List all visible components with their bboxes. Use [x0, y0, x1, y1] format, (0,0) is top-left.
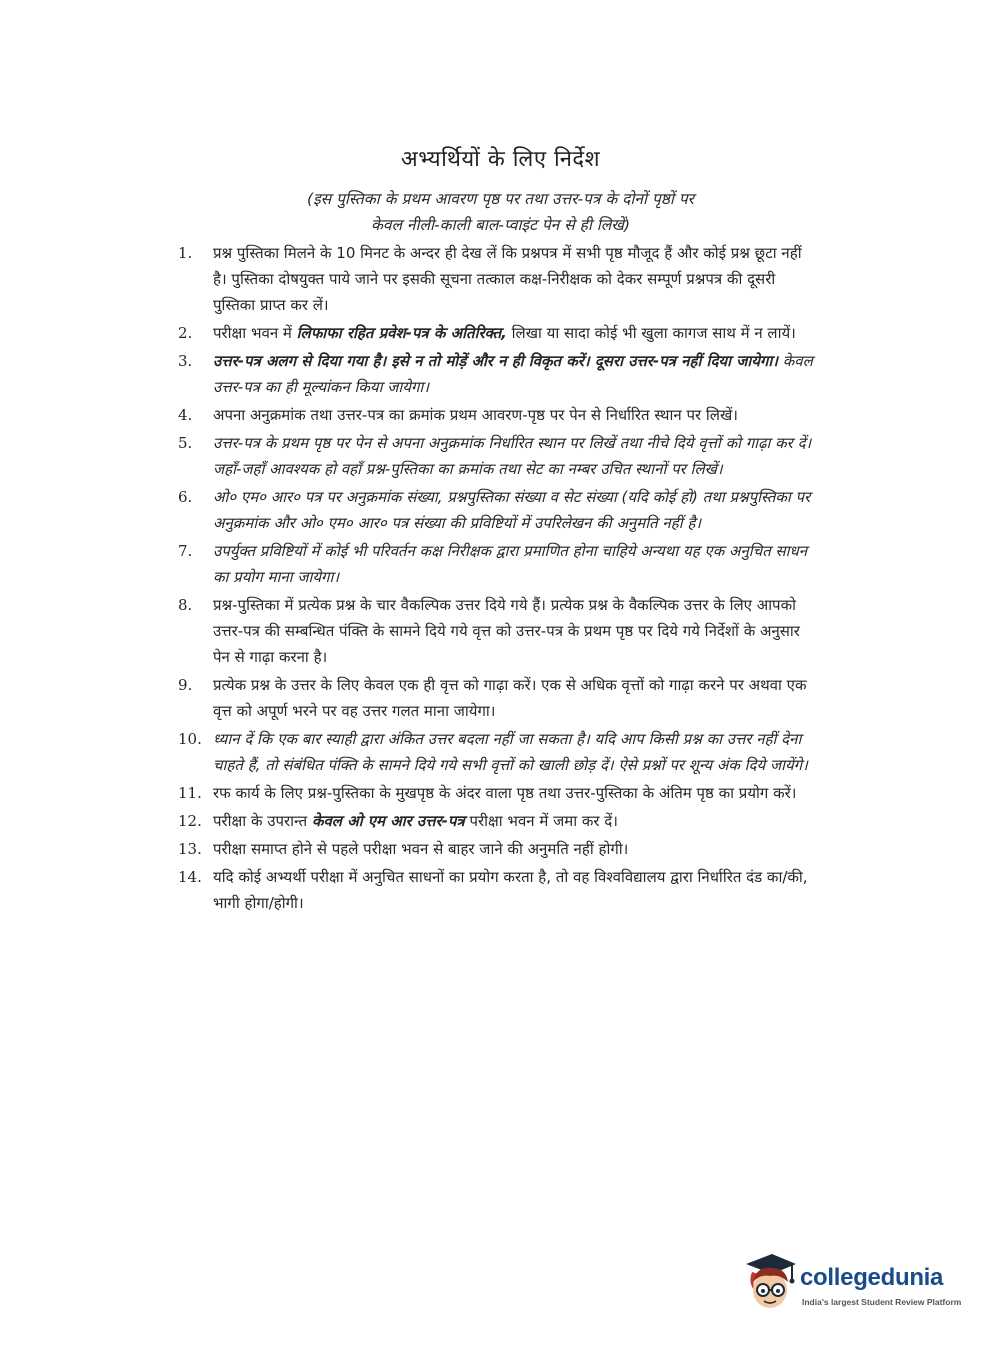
instruction-number: 5.: [178, 434, 193, 452]
instruction-text: प्रत्येक प्रश्न के उत्तर के लिए केवल एक ही वृत्त को गाढ़ा करें। एक से अधिक वृत्तों को गाढ़ा करने पर अथवा एक वृत्त को अपूर्ण भरने पर वह उत्तर गलत माना जायेगा।: [213, 676, 807, 720]
instruction-text-part: केवल उत्तर-पत्र का ही मूल्यांकन किया जायेगा।: [213, 352, 813, 396]
instruction-number: 10.: [178, 730, 202, 748]
logo-wordmark: collegedunia: [800, 1264, 944, 1291]
subtitle-line-2: केवल नीली-काली बाल-प्वाइंट पेन से ही लिखें): [370, 216, 631, 234]
subtitle-line-1: (इस पुस्तिका के प्रथम आवरण पृष्ठ पर तथा उत्तर-पत्र के दोनों पृष्ठों पर: [307, 190, 694, 208]
instruction-item: [178, 402, 818, 428]
instruction-text: प्रश्न पुस्तिका मिलने के 10 मिनट के अन्दर ही देख लें कि प्रश्नपत्र में सभी पृष्ठ मौजूद हैं और कोई प्रश्न छूटा नहीं है। पुस्तिका दोषयुक्त पाये जाने पर इसकी सूचना तत्काल कक्ष-निरीक्षक को देकर सम्पूर्ण प्रश्नपत्र की दूसरी पुस्तिका प्राप्त कर लें।: [213, 244, 802, 314]
instruction-text: [213, 320, 818, 346]
instruction-text: रफ कार्य के लिए प्रश्न-पुस्तिका के मुखपृष्ठ के अंदर वाला पृष्ठ तथा उत्तर-पुस्तिका के अंतिम पृष्ठ का प्रयोग करें।: [213, 784, 797, 802]
instruction-item: [178, 672, 818, 724]
instructions-list: [178, 240, 818, 918]
collegedunia-logo: [742, 1250, 982, 1320]
instruction-item: [178, 320, 818, 346]
instruction-text: ओ० एम० आर० पत्र पर अनुक्रमांक संख्या, प्रश्नपुस्तिका संख्या व सेट संख्या (यदि कोई हो) तथा प्रश्नपुस्तिका पर अनुक्रमांक और ओ० एम० आर० पत्र संख्या की प्रविष्टियों में उपरिलेखन की अनुमति नहीं है।: [213, 488, 811, 532]
instruction-number: 4.: [178, 406, 193, 424]
instruction-text-part: परीक्षा के उपरान्त: [213, 812, 312, 830]
mascot-icon: [742, 1250, 798, 1312]
instruction-item: [178, 808, 818, 834]
instruction-text: अपना अनुक्रमांक तथा उत्तर-पत्र का क्रमांक प्रथम आवरण-पृष्ठ पर पेन से निर्धारित स्थान पर लिखें।: [213, 406, 738, 424]
page-subtitle: [0, 186, 1001, 238]
instruction-item: [178, 592, 818, 670]
instruction-text: यदि कोई अभ्यर्थी परीक्षा में अनुचित साधनों का प्रयोग करता है, तो वह विश्वविद्यालय द्वारा निर्धारित दंड का/की, भागी होगा/होगी।: [213, 868, 808, 912]
instruction-number: 8.: [178, 596, 193, 614]
instruction-emphasis: केवल ओ एम आर उत्तर-पत्र: [311, 812, 465, 830]
instruction-number: 2.: [178, 324, 193, 342]
instruction-text: परीक्षा समाप्त होने से पहले परीक्षा भवन से बाहर जाने की अनुमति नहीं होगी।: [213, 840, 629, 858]
instruction-number: 6.: [178, 488, 193, 506]
instruction-text-part: परीक्षा भवन में जमा कर दें।: [464, 812, 618, 830]
instruction-text: उत्तर-पत्र के प्रथम पृष्ठ पर पेन से अपना अनुक्रमांक निर्धारित स्थान पर लिखें तथा नीचे दिये वृत्तों को गाढ़ा कर दें। जहाँ-जहाँ आवश्यक हो वहाँ प्रश्न-पुस्तिका का क्रमांक तथा सेट का नम्बर उचित स्थानों पर लिखें।: [213, 434, 812, 478]
instruction-number: 11.: [178, 784, 202, 802]
instruction-text: उपर्युक्त प्रविष्टियों में कोई भी परिवर्तन कक्ष निरीक्षक द्वारा प्रमाणित होना चाहिये अन्यथा यह एक अनुचित साधन का प्रयोग माना जायेगा।: [213, 542, 808, 586]
logo-tagline: India's largest Student Review Platform: [802, 1297, 962, 1307]
instruction-item: [178, 240, 818, 318]
instruction-item: [178, 484, 818, 536]
instruction-number: 13.: [178, 840, 202, 858]
instruction-number: 1.: [178, 244, 193, 262]
instruction-item: [178, 430, 818, 482]
instruction-item: [178, 836, 818, 862]
instruction-item: [178, 538, 818, 590]
instruction-number: 7.: [178, 542, 193, 560]
instruction-number: 9.: [178, 676, 193, 694]
instruction-item: [178, 780, 818, 806]
instruction-item: [178, 864, 818, 916]
instruction-emphasis: उत्तर-पत्र अलग से दिया गया है। इसे न तो मोड़ें और न ही विकृत करें। दूसरा उत्तर-पत्र नहीं दिया जायेगा।: [213, 352, 778, 370]
instruction-text-part: लिखा या सादा कोई भी खुला कागज साथ में न लायें।: [506, 324, 796, 342]
instruction-text-part: परीक्षा भवन में: [213, 324, 297, 342]
instruction-text: [213, 348, 818, 400]
instruction-text: [213, 808, 818, 834]
page-title: अभ्यर्थियों के लिए निर्देश: [400, 147, 601, 172]
instruction-text: प्रश्न-पुस्तिका में प्रत्येक प्रश्न के चार वैकल्पिक उत्तर दिये गये हैं। प्रत्येक प्रश्न के वैकल्पिक उत्तर के लिए आपको उत्तर-पत्र की सम्बन्धित पंक्ति के सामने दिये गये वृत्त को उत्तर-पत्र के प्रथम पृष्ठ पर दिये गये निर्देशों के अनुसार पेन से गाढ़ा करना है।: [213, 596, 800, 666]
instruction-number: 14.: [178, 868, 202, 886]
instruction-emphasis: लिफाफा रहित प्रवेश-पत्र के अतिरिक्त,: [296, 324, 507, 342]
instruction-text: ध्यान दें कि एक बार स्याही द्वारा अंकित उत्तर बदला नहीं जा सकता है। यदि आप किसी प्रश्न का उत्तर नहीं देना चाहते हैं, तो संबंधित पंक्ति के सामने दिये गये सभी वृत्तों को खाली छोड़ दें। ऐसे प्रश्नों पर शून्य अंक दिये जायेंगे।: [213, 730, 808, 774]
instruction-item: [178, 348, 818, 400]
instruction-number: 12.: [178, 812, 202, 830]
instruction-number: 3.: [178, 352, 193, 370]
instruction-item: [178, 726, 818, 778]
